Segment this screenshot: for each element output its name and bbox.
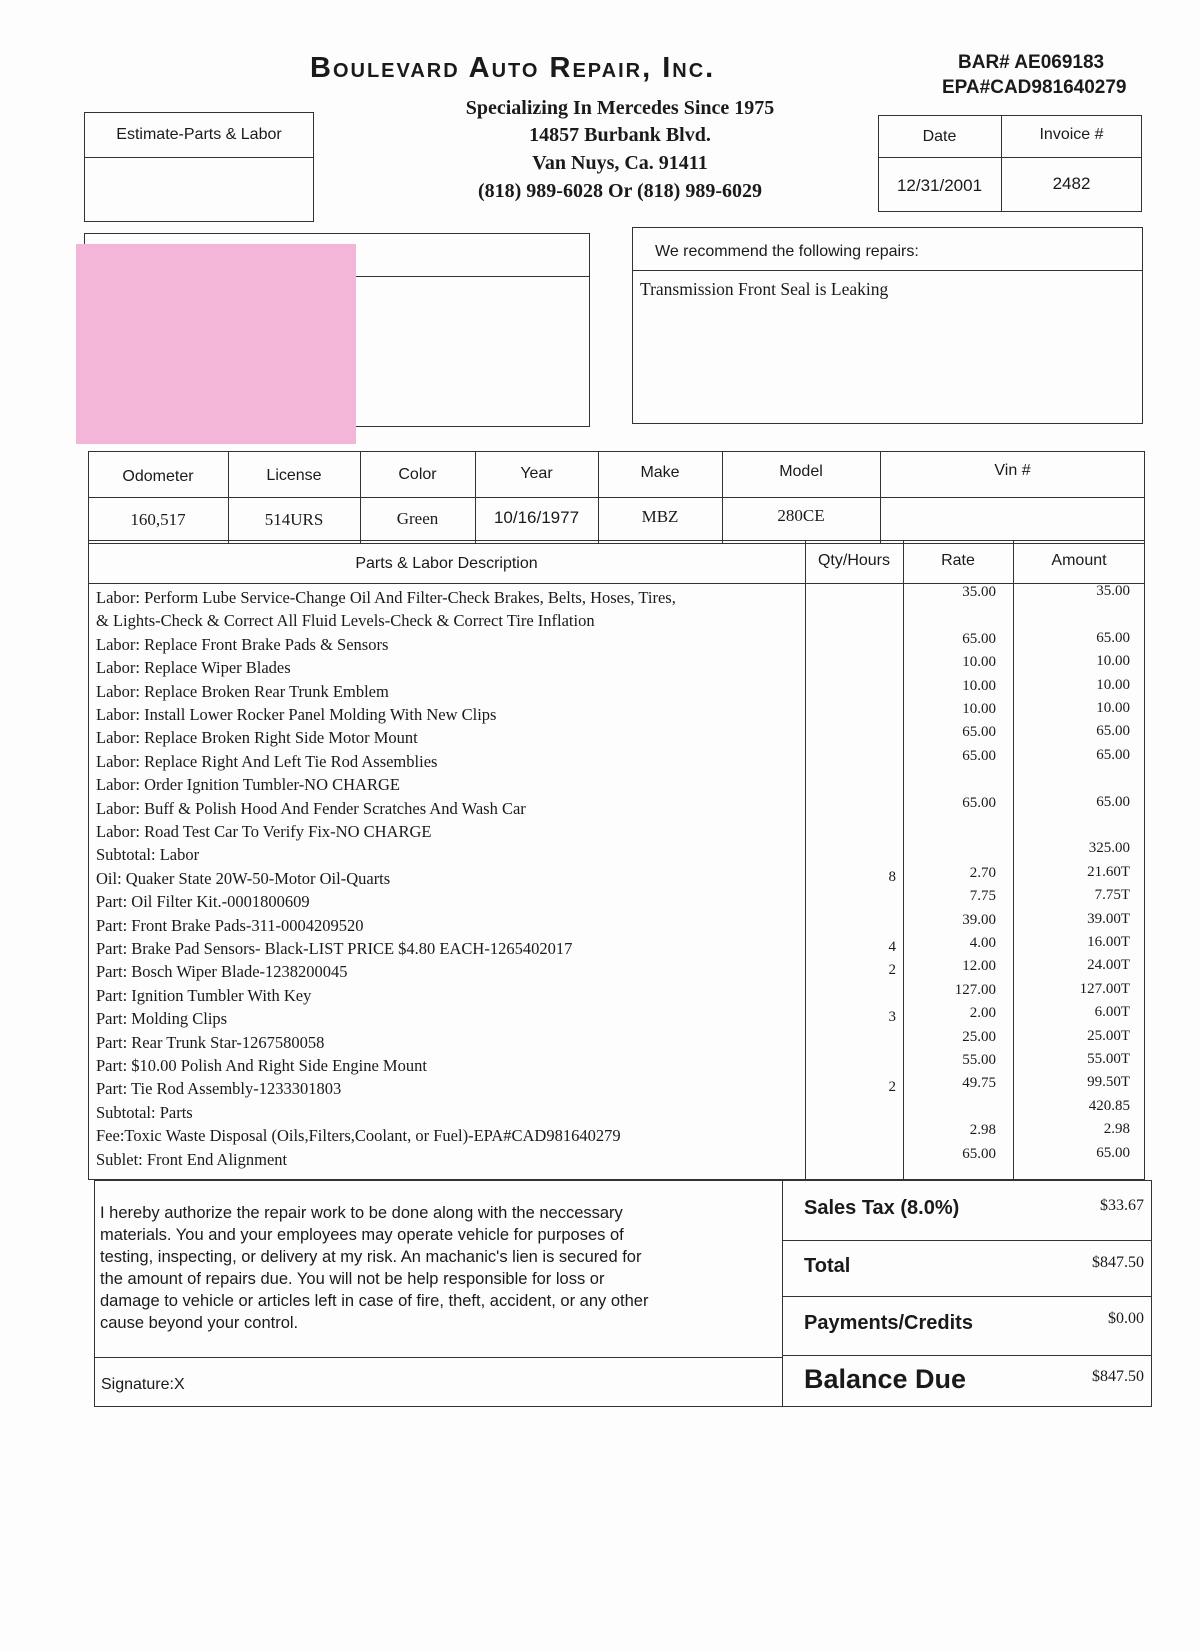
item-amount: 65.00 — [1096, 723, 1130, 740]
item-description: Labor: Replace Right And Left Tie Rod Assemblies — [96, 751, 438, 771]
item-rate: 65.00 — [962, 724, 996, 741]
vin-label: Vin # — [994, 462, 1031, 479]
item-qty: 2 — [888, 1079, 896, 1096]
item-qty: 8 — [888, 868, 896, 885]
item-rate: 65.00 — [962, 1145, 996, 1162]
item-description: Part: Ignition Tumbler With Key — [96, 985, 312, 1005]
redaction-patch — [76, 244, 356, 444]
invoice-number: 2482 — [1052, 174, 1091, 193]
item-amount: 420.85 — [1088, 1097, 1130, 1114]
item-rate: 2.98 — [969, 1122, 996, 1139]
item-amount: 10.00 — [1096, 676, 1130, 693]
item-rate: 2.70 — [969, 864, 996, 881]
item-description: Labor: Replace Front Brake Pads & Sensors — [96, 634, 389, 654]
item-description: Labor: Replace Broken Rear Trunk Emblem — [96, 681, 389, 701]
make-label: Make — [640, 464, 680, 481]
amount-header: Amount — [1051, 552, 1107, 569]
item-rate: 55.00 — [962, 1052, 996, 1068]
total-label: Total — [804, 1255, 851, 1277]
authorization-text: I hereby authorize the repair work to be done along with the neccessary materials. You and your employees may operate vehicle for purposes of testing, inspecting, or delivery at my risk. An machanic's lien is secured for the amount of repairs due. You will not be help responsible for loss or damage to vehicle or articles left in case of fire, theft, accident, or any other cause beyond your control. — [100, 1204, 649, 1332]
item-description: Part: Brake Pad Sensors- Black-LIST PRICE $4.80 EACH-1265402017 — [96, 939, 573, 958]
item-qty: 2 — [888, 962, 896, 979]
item-rate: 12.00 — [962, 958, 996, 975]
item-amount: 25.00T — [1087, 1027, 1130, 1044]
item-amount: 10.00 — [1096, 700, 1130, 716]
model-label: Model — [779, 463, 823, 480]
invoice-date: 12/31/2001 — [896, 176, 983, 195]
item-qty: 4 — [888, 939, 896, 955]
qty-header: Qty/Hours — [817, 552, 890, 569]
item-rate: 65.00 — [962, 630, 996, 647]
balance-due-label: Balance Due — [804, 1364, 967, 1394]
epa-number: EPA#CAD981640279 — [942, 77, 1127, 98]
item-rate: 4.00 — [969, 935, 996, 951]
item-rate: 35.00 — [962, 584, 996, 600]
item-amount: 99.50T — [1087, 1074, 1130, 1091]
recommend-text: Transmission Front Seal is Leaking — [640, 279, 889, 299]
item-amount: 65.00 — [1096, 746, 1130, 763]
color-label: Color — [398, 466, 437, 483]
item-description: Labor: Buff & Polish Hood And Fender Scratches And Wash Car — [96, 798, 526, 818]
item-rate: 25.00 — [962, 1028, 996, 1045]
item-amount: 6.00T — [1094, 1004, 1130, 1021]
color-value: Green — [396, 509, 439, 528]
item-description: Oil: Quaker State 20W-50-Motor Oil-Quarts — [96, 868, 391, 888]
item-description: Part: Bosch Wiper Blade-1238200045 — [96, 962, 348, 982]
payments-value: $0.00 — [1108, 1310, 1144, 1327]
odometer-value: 160,517 — [130, 510, 186, 529]
sales-tax-label: Sales Tax (8.0%) — [804, 1197, 960, 1219]
item-description: Labor: Perform Lube Service-Change Oil And Filter-Check Brakes, Belts, Hoses, Tires, — [96, 588, 676, 607]
company-phone: (818) 989-6028 Or (818) 989-6029 — [477, 180, 763, 202]
item-description: Labor: Install Lower Rocker Panel Molding With New Clips — [96, 705, 497, 724]
company-tagline: Specializing In Mercedes Since 1975 — [465, 97, 775, 119]
make-value: MBZ — [641, 507, 679, 526]
year-label: Year — [520, 465, 553, 482]
item-amount: 10.00 — [1096, 653, 1130, 670]
recommend-label: We recommend the following repairs: — [655, 243, 919, 260]
item-amount: 325.00 — [1088, 840, 1130, 857]
company-city: Van Nuys, Ca. 91411 — [532, 152, 708, 174]
item-description: Part: Oil Filter Kit.-0001800609 — [96, 892, 310, 912]
item-description: Part: Molding Clips — [96, 1009, 228, 1029]
item-amount: 65.00 — [1096, 1144, 1130, 1161]
item-amount: 39.00T — [1087, 910, 1130, 927]
item-rate: 2.00 — [969, 1005, 996, 1022]
item-amount: 21.60T — [1087, 863, 1130, 880]
item-description: Labor: Replace Wiper Blades — [96, 658, 291, 678]
company-street: 14857 Burbank Blvd. — [529, 124, 711, 146]
item-rate: 10.00 — [962, 654, 996, 671]
date-label: Date — [922, 128, 957, 145]
payments-label: Payments/Credits — [804, 1312, 973, 1334]
item-rate: 7.75 — [969, 888, 996, 905]
signature-line: Signature:X — [101, 1376, 185, 1393]
total-value: $847.50 — [1092, 1254, 1144, 1271]
item-rate: 49.75 — [962, 1075, 996, 1092]
invoice-number-label: Invoice # — [1039, 126, 1104, 143]
item-description: Labor: Road Test Car To Verify Fix-NO CHARGE — [96, 822, 432, 841]
item-rate: 65.00 — [962, 747, 996, 764]
item-description: Subtotal: Labor — [96, 845, 200, 865]
license-value: 514URS — [264, 510, 324, 529]
item-description: Part: Tie Rod Assembly-1233301803 — [96, 1079, 342, 1099]
license-label: License — [266, 467, 322, 484]
item-description: Fee:Toxic Waste Disposal (Oils,Filters,Coolant, or Fuel)-EPA#CAD981640279 — [96, 1126, 621, 1146]
year-value: 10/16/1977 — [493, 508, 580, 527]
doc-type-label: Estimate-Parts & Labor — [116, 126, 282, 143]
item-description: Labor: Replace Broken Right Side Motor Mount — [96, 728, 418, 748]
item-amount: 16.00T — [1087, 934, 1130, 950]
item-description: Part: $10.00 Polish And Right Side Engine Mount — [96, 1056, 427, 1075]
item-amount: 55.00T — [1087, 1051, 1130, 1067]
balance-due-value: $847.50 — [1092, 1368, 1144, 1385]
item-amount: 7.75T — [1094, 887, 1130, 904]
sales-tax-value: $33.67 — [1100, 1197, 1144, 1214]
company-name: Boulevard Auto Repair, Inc. — [310, 52, 716, 84]
desc-header: Parts & Labor Description — [355, 555, 538, 572]
item-rate: 39.00 — [962, 911, 996, 928]
item-amount: 127.00T — [1079, 980, 1130, 997]
item-amount: 24.00T — [1087, 957, 1130, 974]
item-description: Labor: Order Ignition Tumbler-NO CHARGE — [96, 775, 400, 795]
item-rate: 65.00 — [962, 794, 996, 811]
item-description: Subtotal: Parts — [96, 1102, 193, 1122]
item-qty: 3 — [888, 1009, 896, 1026]
item-rate: 10.00 — [962, 677, 996, 694]
bar-number: BAR# AE069183 — [958, 52, 1105, 73]
item-rate: 127.00 — [954, 981, 996, 998]
item-description: & Lights-Check & Correct All Fluid Levels-Check & Correct Tire Inflation — [96, 611, 595, 631]
odometer-label: Odometer — [122, 468, 194, 485]
model-value: 280CE — [777, 506, 825, 525]
item-rate: 10.00 — [962, 701, 996, 717]
item-description: Part: Front Brake Pads-311-0004209520 — [96, 915, 364, 935]
item-description: Sublet: Front End Alignment — [96, 1149, 288, 1169]
item-amount: 65.00 — [1096, 629, 1130, 646]
item-description: Part: Rear Trunk Star-1267580058 — [96, 1032, 325, 1052]
item-amount: 2.98 — [1103, 1121, 1130, 1138]
rate-header: Rate — [941, 552, 975, 569]
item-amount: 65.00 — [1096, 793, 1130, 810]
item-amount: 35.00 — [1096, 583, 1130, 599]
